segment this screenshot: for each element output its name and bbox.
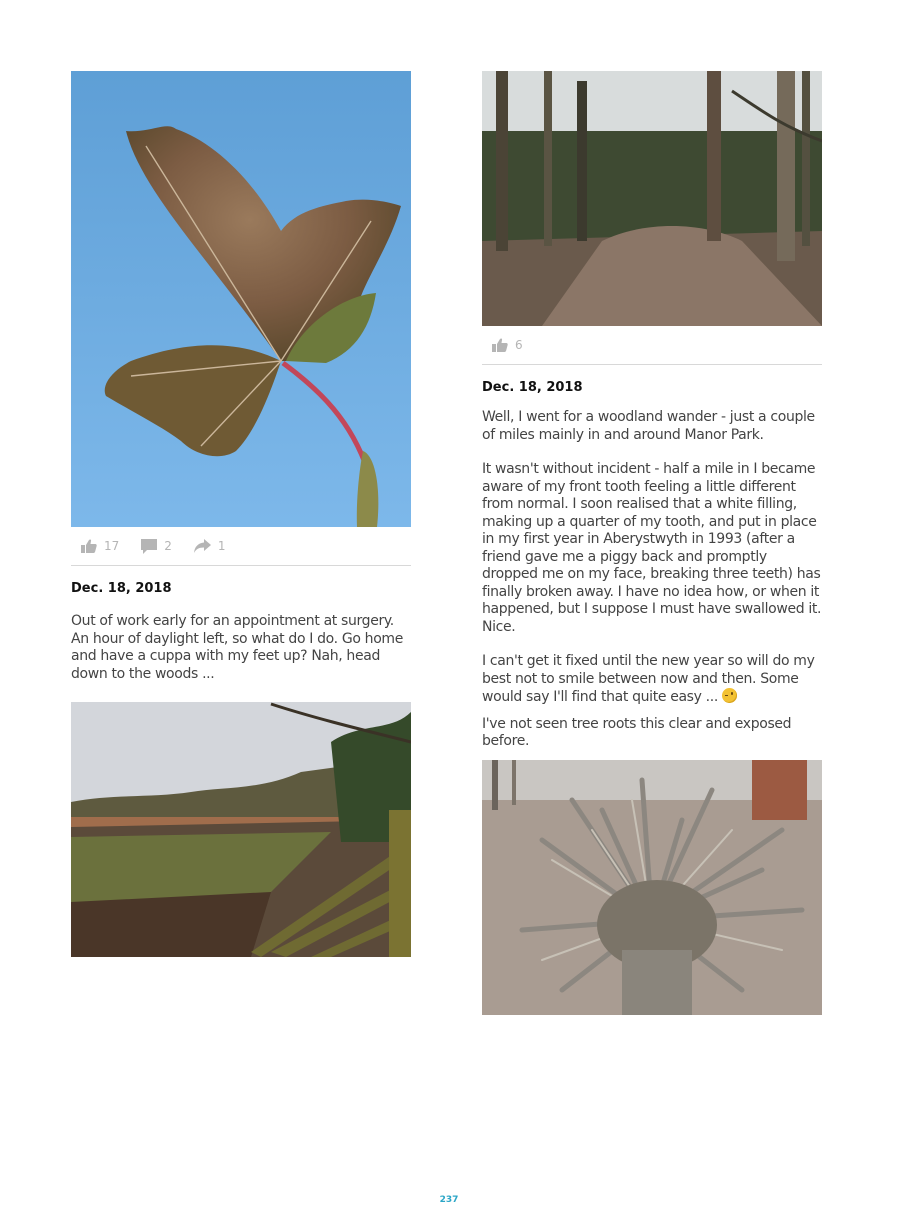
post-paragraph-2: It wasn't without incident - half a mile in I became aware of my front tooth feeling a little different from normal. I soon realised that a white filling, making up a quarter of my tooth, and put in place in my first year in Aberystwyth in 1993 (after a friend gave me a piggy back and promptly dropped me on my face, breaking three teeth) has finally broken away. I have no idea how, or when it happened, but I suppose I must have swallowed it. Nice. (482, 461, 822, 635)
like-count: 17 (104, 539, 120, 553)
post-paragraph-3 (482, 653, 822, 707)
maple-leaf-photo[interactable] (71, 71, 411, 527)
comment-count: 2 (164, 539, 172, 553)
like-count: 6 (515, 338, 523, 352)
post-body: Out of work early for an appointment at surgery. An hour of daylight left, so what do I do. Go home and have a cuppa with my feet up? Nah, head down to the woods ... (71, 613, 403, 682)
post-date: Dec. 18, 2018 (71, 581, 172, 596)
woodland-path-photo[interactable] (482, 71, 822, 326)
share-arrow-icon (194, 539, 211, 553)
post-paragraph-1: Well, I went for a woodland wander - just a couple of miles mainly in and around Manor Park. (482, 409, 815, 443)
left-post-stats (71, 527, 411, 566)
comment-stat[interactable] (141, 539, 172, 554)
share-stat[interactable] (194, 539, 226, 553)
winking-face-emoji (722, 688, 737, 703)
left-post (71, 71, 411, 957)
page-number: 237 (439, 1195, 459, 1205)
right-post-stats (482, 326, 822, 365)
field-gate-photo[interactable] (71, 702, 411, 957)
thumbs-up-icon (492, 338, 508, 352)
right-post (482, 71, 822, 1015)
post-paragraph-3-text: I can't get it fixed until the new year so will do my best not to smile between now and then. Some would say I'll find that quite easy ... (482, 653, 815, 705)
post-date: Dec. 18, 2018 (482, 380, 583, 395)
photo-caption: I've not seen tree roots this clear and exposed before. (482, 715, 792, 749)
like-stat[interactable] (81, 539, 119, 553)
like-stat[interactable] (492, 338, 523, 352)
tree-roots-photo[interactable] (482, 760, 822, 1015)
share-count: 1 (217, 539, 226, 553)
speech-bubble-icon (141, 539, 157, 554)
thumbs-up-icon (81, 539, 97, 553)
